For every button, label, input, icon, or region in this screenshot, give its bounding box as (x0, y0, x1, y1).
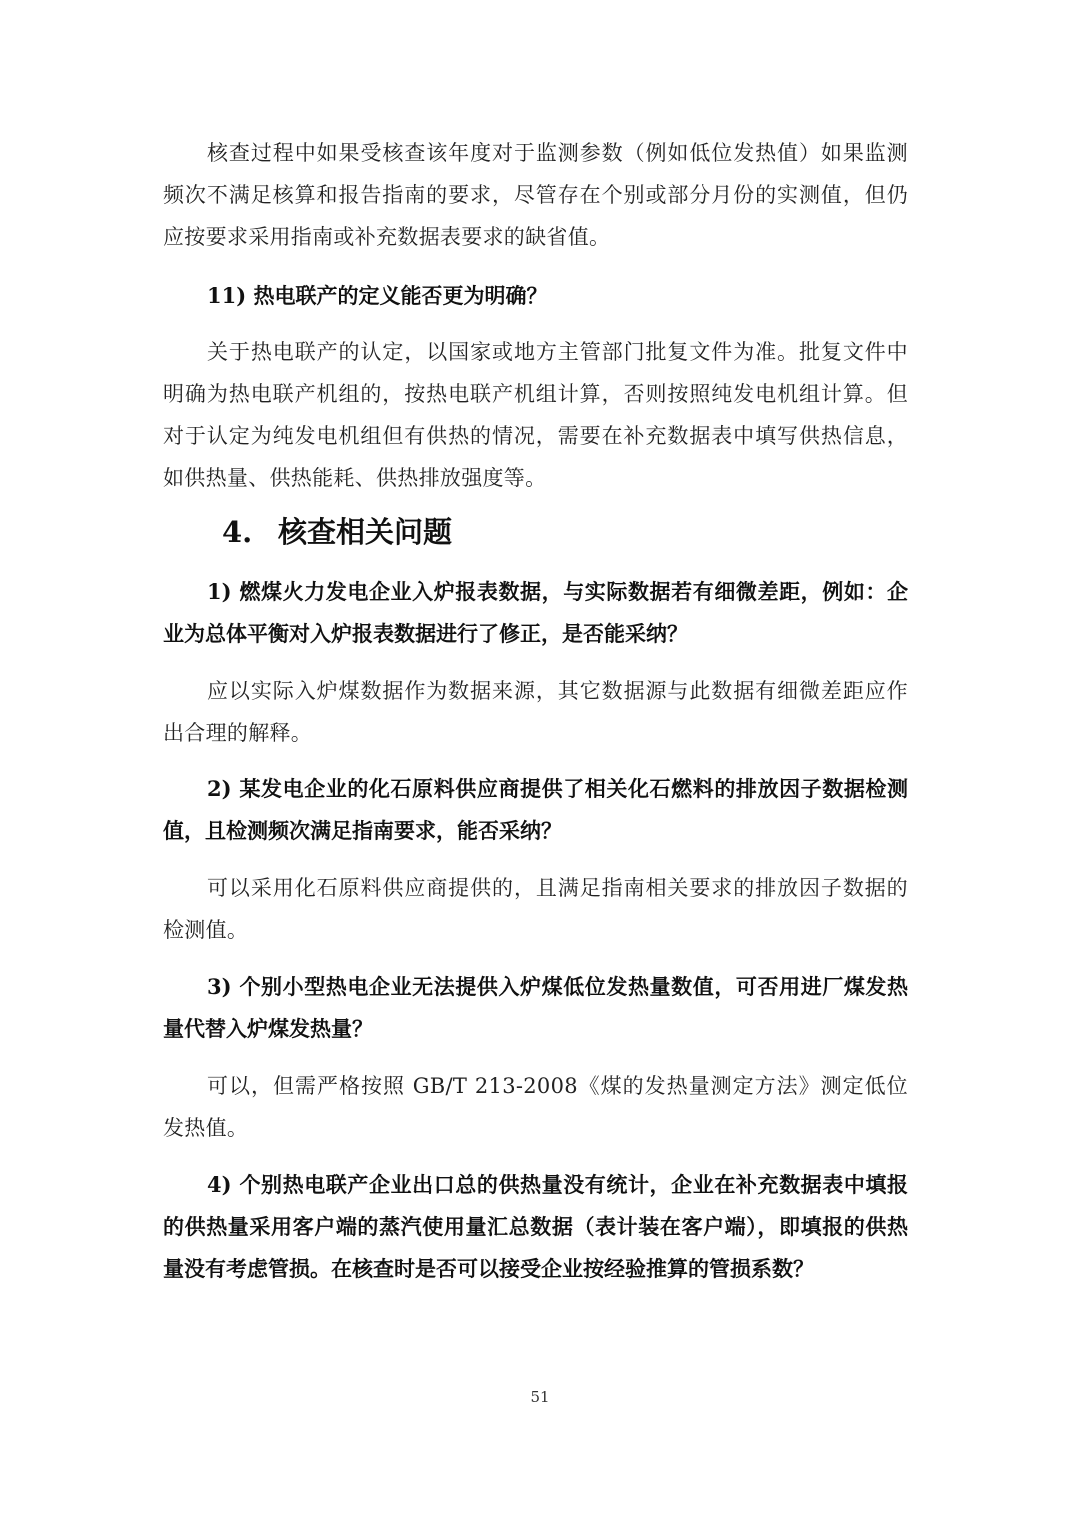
section-title: 核查相关问题 (278, 515, 453, 549)
section-number: 4. (222, 515, 253, 549)
question-2: 2) 某发电企业的化石原料供应商提供了相关化石燃料的排放因子数据检测值，且检测频次满足指南要求，能否采纳？ (163, 776, 908, 843)
paragraph-monitoring-frequency: 核查过程中如果受核查该年度对于监测参数（例如低位发热值）如果监测频次不满足核算和报告指南的要求，尽管存在个别或部分月份的实测值，但仍应按要求采用指南或补充数据表要求的缺省值。 (163, 141, 908, 249)
answer-1: 应以实际入炉煤数据作为数据来源，其它数据源与此数据有细微差距应作出合理的解释。 (163, 679, 908, 745)
answer-2: 可以采用化石原料供应商提供的，且满足指南相关要求的排放因子数据的检测值。 (163, 876, 908, 942)
question-11: 11) 热电联产的定义能否更为明确？ (207, 283, 548, 308)
page-number: 51 (530, 1388, 550, 1406)
question-4: 4) 个别热电联产企业出口总的供热量没有统计，企业在补充数据表中填报的供热量采用客户端的蒸汽使用量汇总数据（表计装在客户端），即填报的供热量没有考虑管损。在核查时是否可以接受企业按经验推算的管损系数？ (163, 1172, 908, 1281)
answer-3: 可以，但需严格按照 GB/T 213-2008《煤的发热量测定方法》测定低位发热值。 (163, 1074, 908, 1140)
answer-11: 关于热电联产的认定，以国家或地方主管部门批复文件为准。批复文件中明确为热电联产机组的，按热电联产机组计算，否则按照纯发电机组计算。但对于认定为纯发电机组但有供热的情况，需要在补充数据表中填写供热信息，如供热量、供热能耗、供热排放强度等。 (163, 340, 908, 490)
question-3: 3) 个别小型热电企业无法提供入炉煤低位发热量数值，可否用进厂煤发热量代替入炉煤发热量？ (163, 974, 908, 1041)
section-heading (222, 508, 452, 556)
question-1: 1) 燃煤火力发电企业入炉报表数据，与实际数据若有细微差距，例如：企业为总体平衡对入炉报表数据进行了修正，是否能采纳？ (163, 579, 908, 646)
